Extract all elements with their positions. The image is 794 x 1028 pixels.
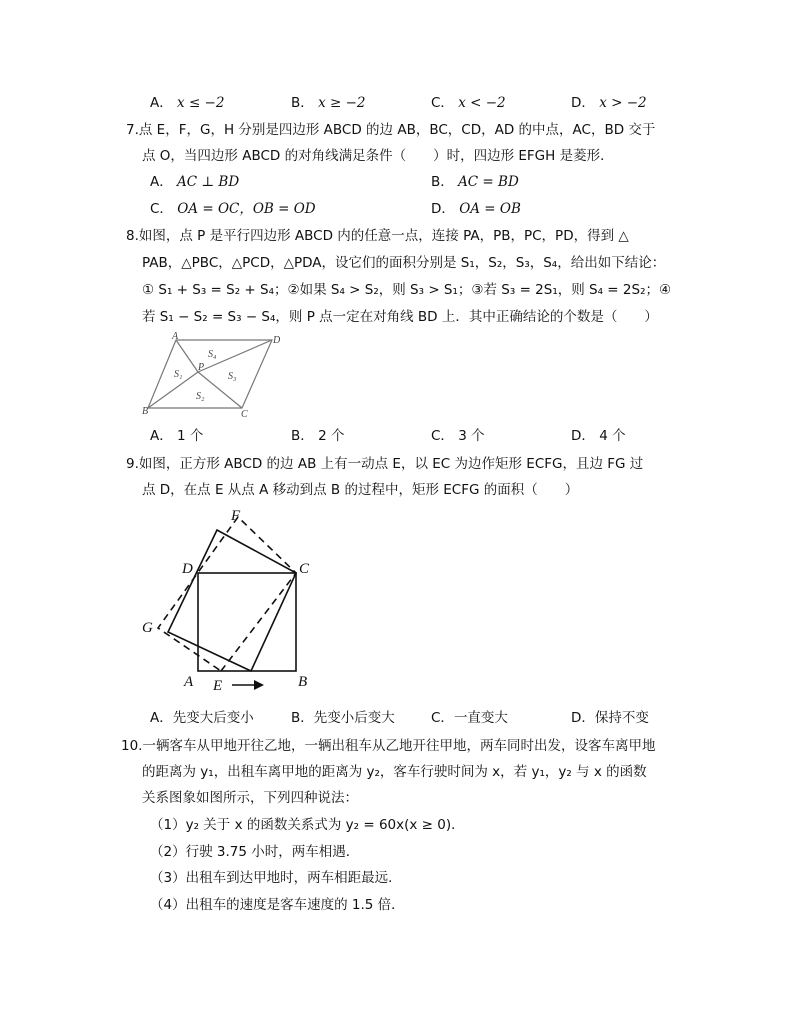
- q9-stem-line1: [126, 455, 643, 473]
- q9-text-1: 如图，正方形 ABCD 的边 AB 上有一动点 E，以 EC 为边作矩形 ECFG，且边 FG 过: [138, 456, 644, 472]
- q6-option-letter: B．: [291, 95, 314, 111]
- q9-option-letter: B．: [291, 710, 314, 726]
- q6-option-letter: A．: [150, 95, 173, 111]
- label-s1: S₁: [174, 369, 183, 380]
- q9-option-d: [571, 709, 649, 727]
- q7-option-letter: D．: [431, 201, 455, 217]
- q10-statement-3: （3）出租车到达甲地时，两车相距最远．: [150, 870, 402, 886]
- q8-option-b: [291, 427, 344, 445]
- q7-option-c: [150, 200, 316, 218]
- q6-option-text: x < −2: [458, 95, 506, 111]
- label-s3: S₃: [228, 371, 237, 382]
- label-b: B: [142, 406, 149, 417]
- q10-text-1: 一辆客车从甲地开往乙地，一辆出租车从乙地开往甲地，两车同时出发，设客车离甲地: [142, 738, 656, 754]
- q7-option-text: AC ⊥ BD: [177, 174, 240, 190]
- label-d: D: [182, 561, 193, 577]
- q6-option-b: [291, 94, 365, 112]
- q9-option-text: 保持不变: [594, 710, 649, 726]
- label-d: D: [273, 335, 281, 346]
- q9-option-letter: D．: [571, 710, 595, 726]
- label-f: F: [231, 508, 241, 524]
- q8-option-text: 2 个: [318, 428, 345, 444]
- label-p: P: [198, 362, 205, 373]
- question-number: 10.: [121, 738, 143, 754]
- q9-option-text: 先变大后变小: [172, 710, 254, 726]
- label-g: G: [142, 620, 153, 636]
- q10-statement-2: （2）行驶 3.75 小时，两车相遇．: [150, 844, 360, 860]
- q8-stem-line3: ① S₁ + S₃ = S₂ + S₄；②如果 S₄ > S₂，则 S₃ > S₁；③若 S₃ = 2S₁，则 S₄ = 2S₂；④: [142, 282, 672, 298]
- motion-arrow-head: [254, 680, 264, 690]
- rectangle-solid: [168, 530, 296, 671]
- q9-option-a: [150, 709, 254, 727]
- q7-option-text: OA = OC，OB = OD: [177, 201, 316, 217]
- question-number: 8.: [126, 228, 139, 244]
- q10-stem-line2: 的距离为 y₁，出租车离甲地的距离为 y₂，客车行驶时间为 x，若 y₁，y₂ 与 x 的函数: [142, 764, 647, 780]
- q10-statement-4: （4）出租车的速度是客车速度的 1.5 倍．: [150, 897, 405, 913]
- question-number: 9.: [126, 456, 139, 472]
- label-b: B: [298, 674, 308, 690]
- q6-option-a: [150, 94, 224, 112]
- q8-stem-line2: PAB，△PBC，△PCD，△PDA，设它们的面积分别是 S₁，S₂，S₃，S₄，给出如下结论：: [142, 255, 666, 271]
- q8-option-text: 1 个: [177, 428, 204, 444]
- q8-option-text: 3 个: [458, 428, 485, 444]
- q10-stem-line1: [121, 737, 655, 755]
- q7-option-letter: C．: [150, 201, 173, 217]
- label-c: C: [241, 409, 248, 420]
- q7-option-text: AC = BD: [458, 174, 519, 190]
- q6-option-c: [431, 94, 506, 112]
- label-s2: S₂: [196, 391, 205, 402]
- question-number: 7.: [126, 122, 139, 138]
- q7-option-b: [431, 173, 519, 191]
- q8-stem-line1: [126, 227, 629, 245]
- q8-option-text: 4 个: [599, 428, 626, 444]
- label-a: A: [184, 674, 194, 690]
- label-c: C: [299, 561, 310, 577]
- q9-option-letter: A．: [150, 710, 173, 726]
- label-e: E: [213, 678, 223, 694]
- q6-option-letter: C．: [431, 95, 454, 111]
- q8-option-c: [431, 427, 485, 445]
- q6-option-letter: D．: [571, 95, 595, 111]
- q8-option-letter: C．: [431, 428, 454, 444]
- label-s4: S₄: [208, 349, 217, 360]
- segment-pa: [176, 340, 198, 372]
- q8-option-a: [150, 427, 203, 445]
- q9-option-letter: C．: [431, 710, 454, 726]
- q9-option-text: 先变小后变大: [313, 710, 395, 726]
- q7-stem-line1: [126, 121, 655, 139]
- q6-option-d: [571, 94, 647, 112]
- q6-option-text: x ≤ −2: [177, 95, 225, 111]
- q9-option-text: 一直变大: [453, 710, 508, 726]
- square-abcd: [198, 573, 296, 671]
- q8-text-1: 如图，点 P 是平行四边形 ABCD 内的任意一点，连接 PA，PB，PC，PD，得到 △: [138, 228, 629, 244]
- q8-parallelogram-figure: [140, 330, 290, 420]
- q7-text-1: 点 E，F，G，H 分别是四边形 ABCD 的边 AB，BC，CD，AD 的中点，AC，BD 交于: [138, 122, 656, 138]
- q8-option-letter: D．: [571, 428, 595, 444]
- label-a: A: [172, 331, 179, 342]
- q9-option-b: [291, 709, 395, 727]
- q7-option-letter: A．: [150, 174, 173, 190]
- q9-option-c: [431, 709, 508, 727]
- q7-option-text: OA = OB: [459, 201, 521, 217]
- q7-stem-line2: 点 O，当四边形 ABCD 的对角线满足条件（ ）时，四边形 EFGH 是菱形．: [142, 148, 614, 164]
- q7-option-d: [431, 200, 521, 218]
- q10-statement-1: （1）y₂ 关于 x 的函数关系式为 y₂ = 60x(x ≥ 0)．: [150, 817, 465, 833]
- q7-option-letter: B．: [431, 174, 454, 190]
- rectangle-dashed: [158, 517, 296, 671]
- q7-option-a: [150, 173, 239, 191]
- q6-option-text: x > −2: [599, 95, 647, 111]
- q8-option-d: [571, 427, 626, 445]
- q9-square-rectangle-figure: [130, 500, 330, 700]
- q8-stem-line4: 若 S₁ − S₂ = S₃ − S₄，则 P 点一定在对角线 BD 上．其中正确结论的个数是（ ）: [142, 309, 658, 325]
- q8-option-letter: B．: [291, 428, 314, 444]
- q10-stem-line3: 关系图象如图所示，下列四种说法：: [142, 790, 358, 806]
- q6-option-text: x ≥ −2: [318, 95, 366, 111]
- q9-stem-line2: 点 D，在点 E 从点 A 移动到点 B 的过程中，矩形 ECFG 的面积（ ）: [142, 482, 579, 498]
- q8-option-letter: A．: [150, 428, 173, 444]
